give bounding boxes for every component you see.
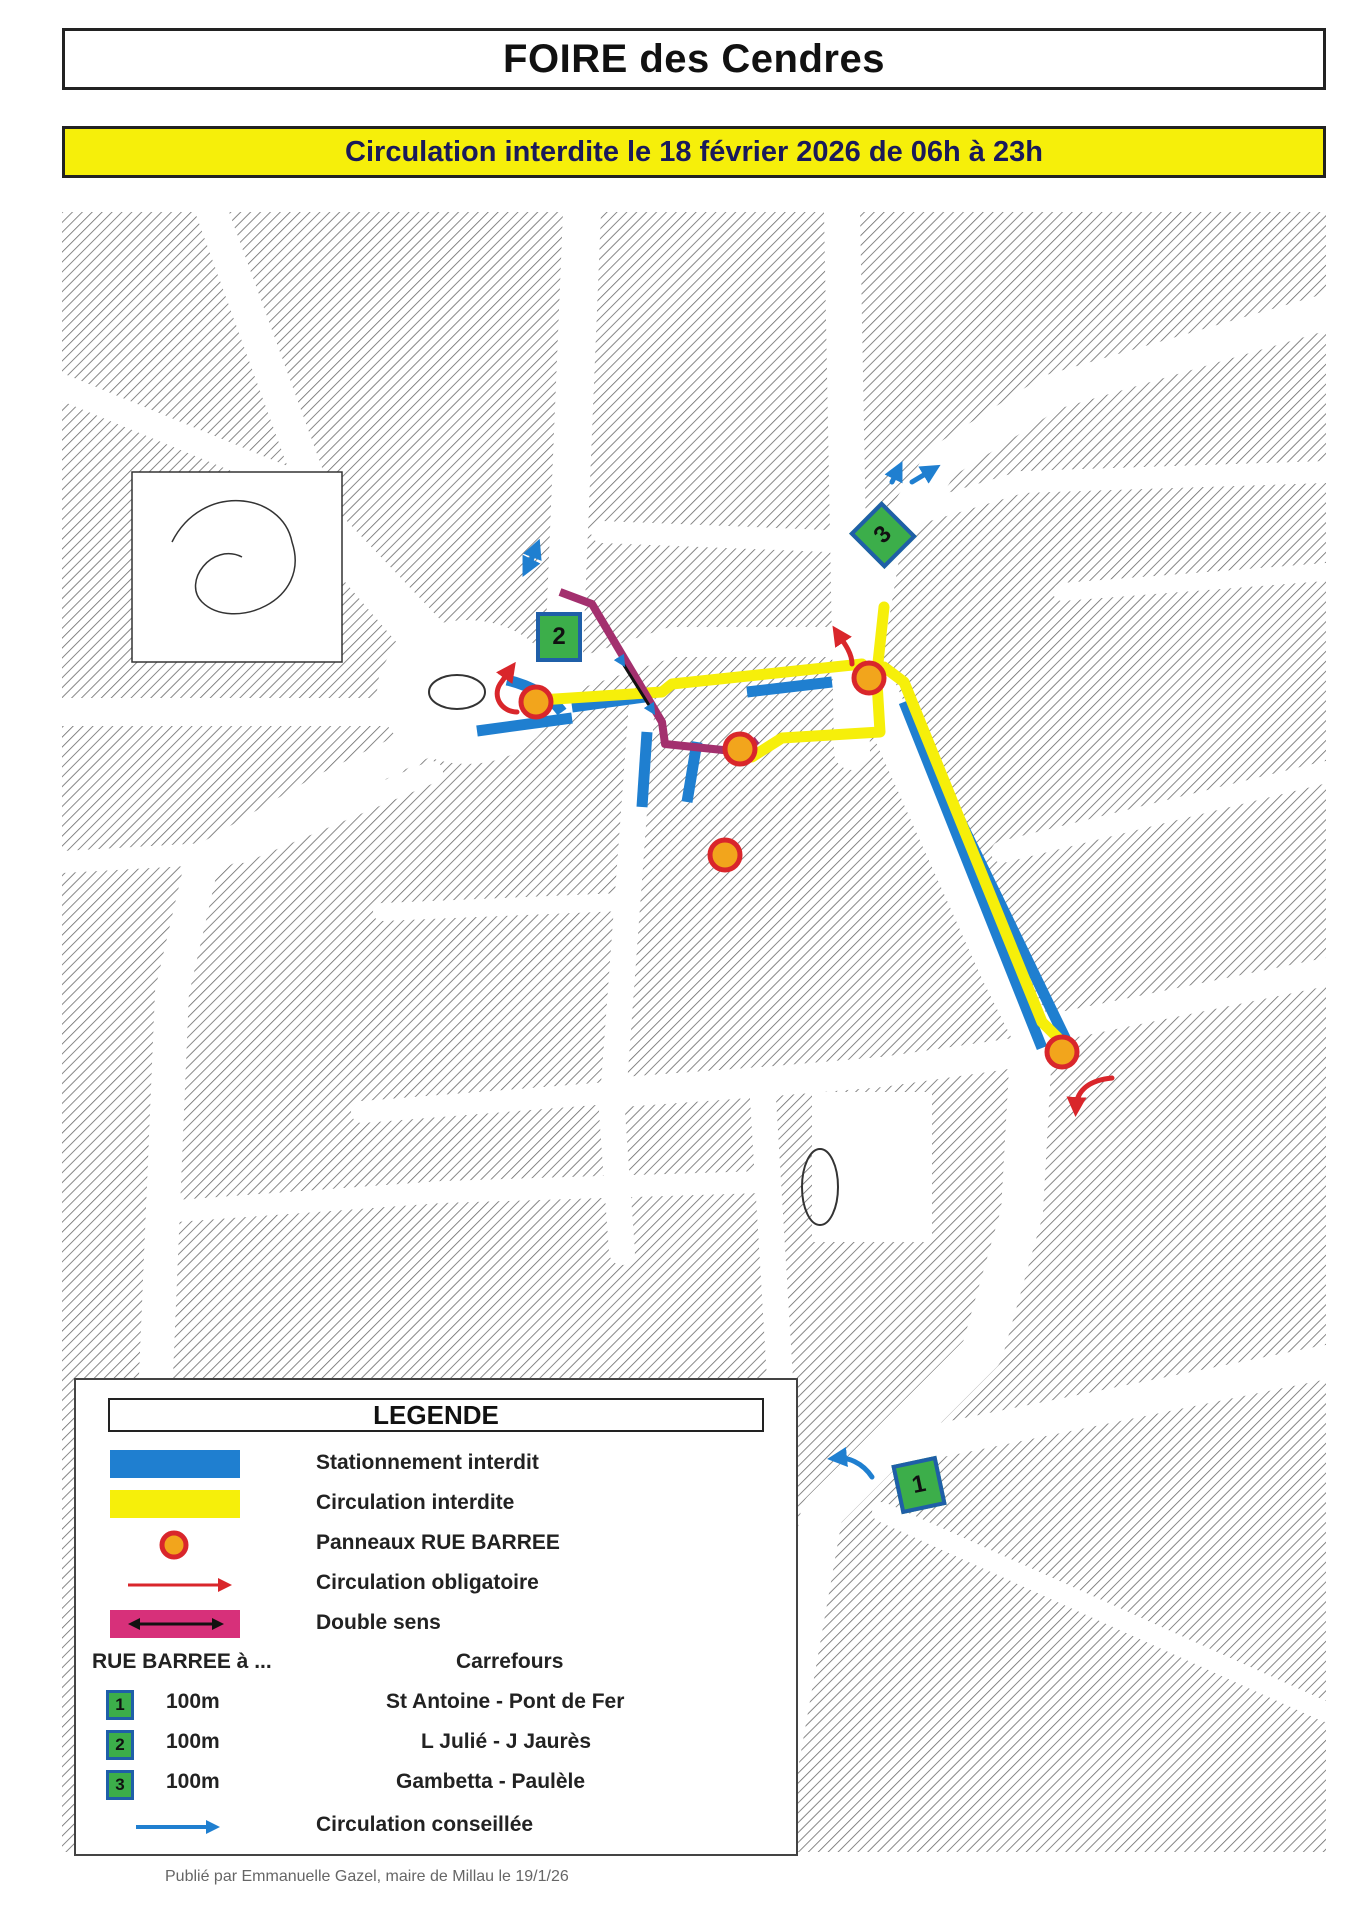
carrefours-heading: Carrefours	[456, 1650, 564, 1673]
closure-badge-3: 3	[849, 501, 917, 569]
legend-item-advised	[106, 1810, 766, 1844]
closure-distance: 100m	[166, 1690, 220, 1713]
legend-item-two-way	[106, 1608, 766, 1642]
closure-distance: 100m	[166, 1730, 220, 1753]
double-arrow-icon	[106, 1608, 242, 1642]
legend	[74, 1378, 798, 1856]
legend-item-road-closed	[106, 1528, 766, 1562]
road-closed-sign-icon	[106, 1528, 242, 1562]
closure-crossroads: St Antoine - Pont de Fer	[386, 1690, 625, 1713]
legend-label: Double sens	[316, 1611, 441, 1634]
closure-badge-1: 1	[106, 1690, 134, 1720]
closure-badge-2: 2	[106, 1730, 134, 1760]
road-closed-sign	[1047, 1037, 1077, 1067]
closure-crossroads: Gambetta - Paulèle	[396, 1770, 586, 1793]
page-title: FOIRE des Cendres	[62, 28, 1326, 90]
closure-banner: Circulation interdite le 18 février 2026 de 06h à 23h	[62, 126, 1326, 178]
legend-item-traffic-forbidden	[106, 1488, 766, 1522]
no-parking-line	[642, 732, 647, 807]
legend-item-mandatory	[106, 1568, 766, 1602]
legend-label: Circulation interdite	[316, 1491, 515, 1514]
road-closed-sign	[725, 734, 755, 764]
blue-arrow-icon	[106, 1810, 242, 1844]
rue-barree-heading: RUE BARREE à ...	[92, 1650, 272, 1673]
legend-title: LEGENDE	[108, 1398, 764, 1432]
street	[382, 902, 622, 912]
closure-badge-1: 1	[891, 1456, 946, 1514]
legend-label: Panneaux RUE BARREE	[316, 1531, 560, 1554]
closure-badge-3: 3	[106, 1770, 134, 1800]
legend-item-no-parking	[106, 1448, 766, 1482]
road-closed-sign	[854, 663, 884, 693]
publication-note: Publié par Emmanuelle Gazel, maire de Millau le 19/1/26	[165, 1868, 569, 1885]
yellow-bar-icon	[106, 1488, 242, 1522]
legend-label: Circulation conseillée	[316, 1813, 534, 1836]
closure-distance: 100m	[166, 1770, 220, 1793]
closure-crossroads: L Julié - J Jaurès	[421, 1730, 592, 1753]
street	[602, 532, 852, 542]
closure-badge-2: 2	[536, 612, 582, 662]
legend-label: Circulation obligatoire	[316, 1571, 539, 1594]
legend-label: Stationnement interdit	[316, 1451, 539, 1474]
red-arrow-icon	[106, 1568, 242, 1602]
blue-bar-icon	[106, 1448, 242, 1482]
road-closed-sign	[521, 687, 551, 717]
road-closed-sign	[710, 840, 740, 870]
